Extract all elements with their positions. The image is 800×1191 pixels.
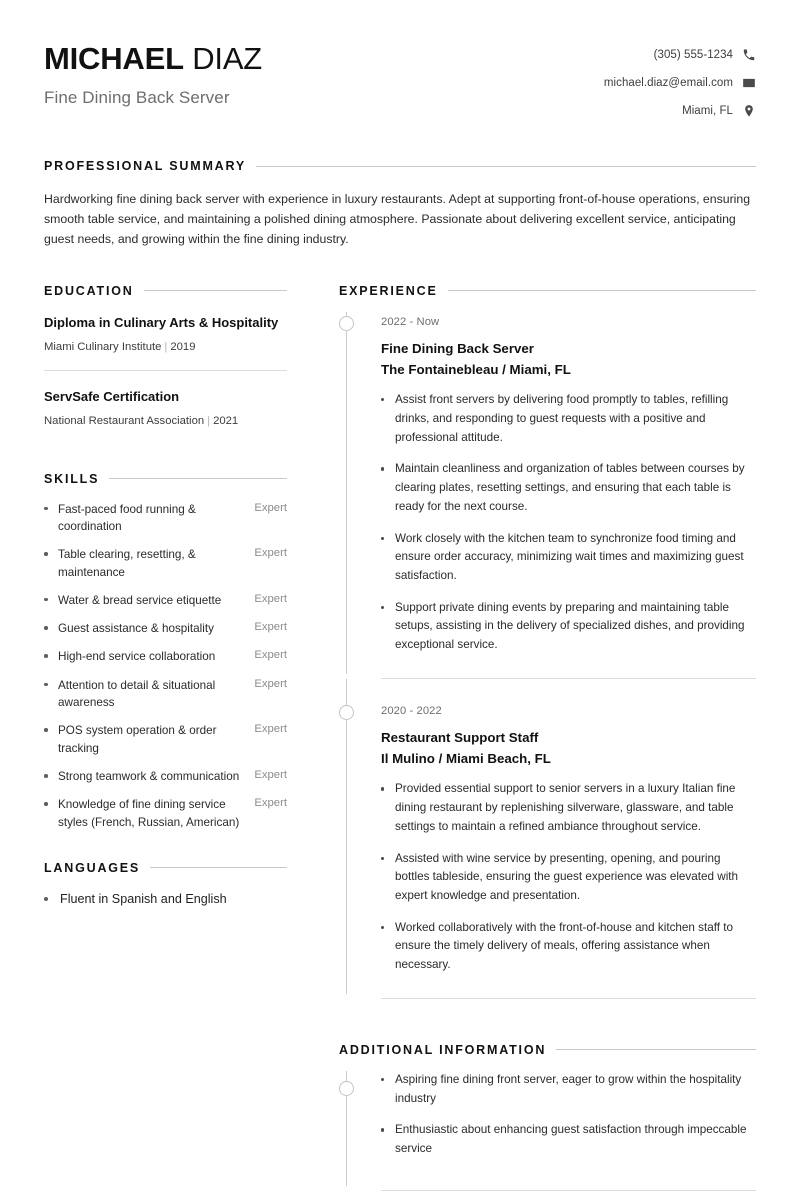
bullet-icon — [44, 890, 60, 901]
skill-name: POS system operation & order tracking — [58, 724, 217, 755]
bullet-text: Aspiring fine dining front server, eager to grow within the hospitality industry — [395, 1072, 742, 1105]
bullet-icon — [381, 780, 395, 790]
bullet-icon — [381, 391, 395, 401]
section-additional-information — [339, 1043, 756, 1191]
list-item — [381, 530, 756, 586]
contact-email-text: michael.diaz@email.com — [603, 77, 733, 89]
heading-rule — [556, 1049, 756, 1050]
bullet-icon — [44, 648, 58, 658]
timeline-dot-icon — [339, 1081, 354, 1096]
bullet-icon — [381, 1071, 395, 1081]
heading-rule — [109, 478, 287, 479]
bullet-icon — [381, 599, 395, 609]
education-list — [44, 298, 287, 444]
bullet-text: Assisted with wine service by presenting, opening, and pouring bottles tableside, ensuring the guest experience was elevated with expert knowledge and presentation. — [395, 851, 739, 902]
skill-name: Guest assistance & hospitality — [58, 622, 214, 636]
section-professional-summary — [44, 159, 756, 250]
bullet-icon — [44, 722, 58, 732]
languages-heading-label: LANGUAGES — [44, 860, 141, 875]
envelope-icon — [742, 76, 756, 90]
bullet-text: Worked collaboratively with the front-of-house and kitchen staff to ensure the timely delivery of meals, offering assistance when necessary. — [395, 920, 734, 972]
skill-item — [44, 768, 287, 785]
summary-text: Hardworking fine dining back server with experience in luxury restaurants. Adept at supporting front-of-house operations, ensuring smooth table service, and maintaining a polished dining atmosphere. Passionate about delivering excellent service, anticipating guest needs, and growing within the fine dining industry. — [44, 192, 751, 246]
experience-timeline — [339, 312, 756, 999]
languages-heading — [44, 861, 287, 875]
bullet-text: Enthusiastic about enhancing guest satisfaction through impeccable service — [395, 1123, 747, 1156]
additional-item — [339, 1071, 756, 1186]
bullet-icon — [44, 501, 58, 511]
education-heading — [44, 284, 287, 298]
summary-heading-label: PROFESSIONAL SUMMARY — [44, 159, 246, 173]
bullet-text: Provided essential support to senior servers in a luxury Italian fine dining restaurant by replenishing silverware, glassware, and table settings to maintain a refined ambiance throughout service. — [395, 782, 736, 833]
languages-list — [44, 890, 287, 908]
timeline-rail — [339, 1071, 355, 1186]
experience-title: Restaurant Support Staff — [381, 729, 539, 745]
heading-rule — [256, 166, 756, 167]
education-school: Miami Culinary Institute — [44, 340, 162, 353]
skill-item — [44, 592, 287, 609]
timeline-line — [346, 312, 347, 674]
bullet-icon — [381, 530, 395, 540]
experience-date: 2022 - Now — [381, 315, 440, 328]
contact-location[interactable] — [604, 99, 756, 123]
timeline-dot-icon — [339, 316, 354, 331]
timeline-rail — [339, 312, 355, 674]
experience-date: 2020 - 2022 — [381, 704, 442, 717]
education-heading-label: EDUCATION — [44, 283, 134, 298]
language-name: Fluent in Spanish and English — [60, 891, 227, 906]
skill-level: Expert — [254, 621, 287, 634]
education-separator: | — [207, 414, 211, 427]
skill-level: Expert — [254, 723, 287, 736]
skill-level: Expert — [254, 649, 287, 662]
skill-name: Attention to detail & situational awareness — [58, 678, 216, 710]
additional-heading-label: ADDITIONAL INFORMATION — [339, 1042, 547, 1057]
left-column — [44, 284, 287, 909]
additional-bullets — [381, 1071, 756, 1186]
list-item — [381, 780, 756, 836]
skill-level: Expert — [254, 592, 287, 605]
last-name: DIAZ — [192, 41, 263, 76]
experience-heading — [339, 284, 756, 298]
skills-heading — [44, 472, 287, 486]
experience-item — [339, 312, 756, 674]
skill-item — [44, 501, 287, 536]
experience-org: Il Mulino / Miami Beach, FL — [381, 751, 551, 767]
bullet-icon — [381, 460, 395, 470]
additional-heading — [339, 1043, 756, 1057]
job-headline: Fine Dining Back Server — [44, 87, 230, 107]
list-item — [381, 1121, 756, 1158]
bullet-icon — [381, 1121, 395, 1131]
timeline-line — [346, 679, 347, 701]
heading-rule — [144, 290, 287, 291]
experience-bullets — [381, 391, 756, 674]
skill-item — [44, 648, 287, 665]
body-columns — [44, 284, 756, 1191]
skill-name: Water & bread service etiquette — [58, 593, 222, 607]
education-separator: | — [164, 340, 168, 353]
timeline-spacer — [339, 679, 756, 701]
right-column — [339, 284, 756, 1191]
skill-level: Expert — [254, 501, 287, 514]
education-year: 2019 — [170, 340, 196, 353]
skills-list — [44, 501, 287, 831]
bullet-text: Work closely with the kitchen team to synchronize food timing and ensure order accuracy, minimizing wait times and maximizing guest satisfaction. — [395, 531, 744, 582]
bullet-icon — [381, 850, 395, 860]
timeline-dot-icon — [339, 705, 354, 720]
first-name: MICHAEL — [44, 41, 184, 76]
section-skills — [44, 472, 287, 831]
bullet-icon — [44, 592, 58, 602]
skill-item — [44, 677, 287, 712]
education-item — [44, 314, 287, 370]
bullet-text: Support private dining events by preparing and maintaining table setups, assisting in the delivery of specialized dishes, and providing exceptional service. — [395, 600, 745, 652]
experience-bullets — [381, 780, 756, 993]
education-year: 2021 — [213, 414, 239, 427]
contact-phone-text: (305) 555-1234 — [653, 49, 733, 61]
timeline-line — [346, 701, 347, 994]
summary-heading — [44, 159, 756, 173]
experience-title: Fine Dining Back Server — [381, 340, 534, 356]
bullet-icon — [44, 546, 58, 556]
section-experience — [339, 284, 756, 999]
heading-rule — [150, 867, 287, 868]
skill-item — [44, 722, 287, 757]
map-pin-icon — [742, 104, 756, 118]
bullet-text: Maintain cleanliness and organization of tables between courses by clearing plates, resetting settings, and ensuring that each table is ready for the next course. — [395, 462, 745, 513]
resume-header — [44, 38, 756, 127]
bullet-text: Assist front servers by delivering food promptly to tables, refilling drinks, and responding to guest requests with a positive and professional attitude. — [395, 393, 729, 444]
education-meta — [44, 415, 287, 427]
skill-name: Strong teamwork & communication — [58, 770, 240, 784]
contact-location-text: Miami, FL — [682, 105, 733, 117]
section-languages — [44, 861, 287, 908]
bullet-icon — [44, 768, 58, 778]
bullet-icon — [44, 796, 58, 806]
bullet-icon — [44, 620, 58, 630]
education-item — [44, 370, 287, 444]
skill-level: Expert — [254, 797, 287, 810]
bullet-icon — [44, 677, 58, 687]
list-item — [44, 890, 287, 908]
skill-name: Table clearing, resetting, & maintenance — [58, 548, 196, 579]
list-item — [381, 919, 756, 975]
identity-block — [44, 38, 262, 108]
skill-name: Knowledge of fine dining service styles (French, Russian, American) — [58, 798, 240, 829]
skill-item — [44, 796, 287, 831]
skill-name: Fast-paced food running & coordination — [58, 502, 196, 533]
skill-level: Expert — [254, 769, 287, 782]
skill-level: Expert — [254, 677, 287, 690]
experience-item — [339, 701, 756, 994]
skill-level: Expert — [254, 547, 287, 560]
skill-name: High-end service collaboration — [58, 650, 216, 664]
education-degree: Diploma in Culinary Arts & Hospitality — [44, 314, 279, 330]
page-title — [44, 42, 262, 77]
bullet-icon — [381, 919, 395, 929]
list-item — [381, 599, 756, 655]
education-school: National Restaurant Association — [44, 414, 205, 427]
list-item — [381, 391, 756, 447]
heading-rule — [448, 290, 756, 291]
contact-email[interactable] — [604, 71, 756, 95]
contact-block — [604, 38, 756, 127]
skill-item — [44, 546, 287, 581]
list-item — [381, 460, 756, 516]
experience-heading-label: EXPERIENCE — [339, 283, 438, 298]
list-item — [381, 1071, 756, 1108]
experience-divider — [381, 998, 756, 999]
timeline-rail — [339, 701, 355, 994]
skills-heading-label: SKILLS — [44, 471, 100, 486]
phone-icon — [742, 48, 756, 62]
skill-item — [44, 620, 287, 637]
experience-org: The Fontainebleau / Miami, FL — [381, 361, 571, 377]
education-degree: ServSafe Certification — [44, 388, 180, 404]
section-education — [44, 284, 287, 444]
list-item — [381, 850, 756, 906]
contact-phone[interactable] — [604, 43, 756, 67]
education-meta — [44, 341, 287, 353]
